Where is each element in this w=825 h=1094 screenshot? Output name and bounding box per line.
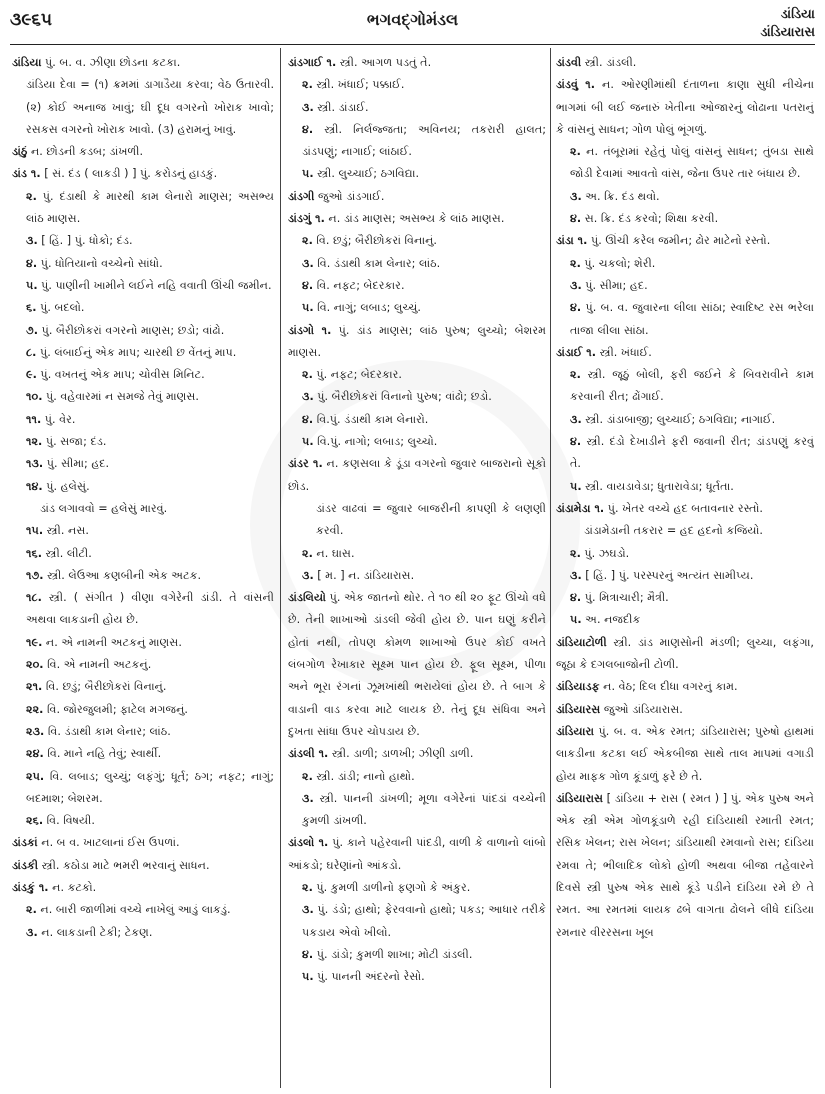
- entry-definition: પું. એક જાતનો થોર. તે ૧૦ થી ૨૦ ફૂટ ઊંચો વધે છે. તેની શાખાઓ ડાંડલી જેવી હોય છે. પાન ઘણું કરીને હોતાં નથી, તોપણ કોમળ શાખાઓ ઉપર કોઈ વખતે લંબગોળ રેખાકાર સૂક્ષ્મ પાન હોય છે. ફૂલ સૂક્ષ્મ, પીળા અને ભૂરા રંગનાં ઝૂમખાંથી ભરાયેલાં હોય છે. તે બાગ કે વાડાની વાડ કરવા માટે લાયક છે. તેનું દૂધ સંધિવા અને દુખતા સાંધા ઉપર ચોપડાય છે.: [288, 591, 546, 738]
- idiom-line: [12, 498, 274, 520]
- entry-sense: [12, 922, 274, 944]
- entry-definition: ન. છોડની કડબ; ડાંખળી.: [27, 145, 143, 159]
- entry-definition: પું. ડંડો; હાથો; ફેરવવાનો હાથો; પકડ; આધાર તરીકે પકડાય એવો ખીલો.: [302, 903, 546, 939]
- entry-definition: પું. બૈરીછોકરાં વિનાનો પુરુષ; વાંઢો; છડો.: [313, 390, 492, 404]
- entry-headword: ૫.: [302, 435, 314, 449]
- entry-sense: [12, 632, 274, 654]
- entry-definition: વિ. ડંડાથી કામ લેનાર; લાંઠ.: [44, 724, 171, 738]
- entry-definition: ન. વેઠ; દિલ દીધા વગરનું કામ.: [599, 680, 738, 694]
- entry-sense: [288, 386, 546, 408]
- entry-definition: સ્ત્રી. પાનની ડાંખળી; મૂળા વગેરેનાં પાંદડાં વચ્ચેની કુમળી ડાંખળી.: [302, 791, 546, 828]
- entry-sense: [288, 97, 546, 119]
- entry-definition: સ્ત્રી. નિર્લજ્જતા; અવિનય; તકરારી હાલત; ડાંડપણું; નાગાઈ; લાંઠાઈ.: [302, 122, 546, 159]
- entry-definition: સ્ત્રી. ડાળી; ડાળખી; ઝીણી ડાળી.: [328, 747, 474, 761]
- entry-headword: ડાંડા ૧.: [556, 234, 588, 248]
- entry-headword: ૨.: [302, 880, 313, 894]
- entry-sense: [12, 810, 274, 832]
- entry-definition: પું. ઝઘડો.: [580, 546, 630, 560]
- entry-headword: ૭.: [26, 323, 39, 337]
- entry-headword: ૪.: [302, 412, 314, 426]
- entry-definition: પું. ડાંડ માણસ; લાંઠ પુરુષ; લુચ્ચો; બેશરમ માણસ.: [288, 323, 546, 359]
- entry-headword: ૩.: [26, 925, 38, 939]
- entry-definition: સ. ક્રિ. દંડ કરવો; શિક્ષા કરવી.: [581, 212, 719, 226]
- entry-definition: સ્ત્રી. કઠોડા માટે ભમરી ભરવાનું સાધન.: [38, 858, 210, 872]
- dictionary-entry: [556, 699, 814, 721]
- entry-headword: ડાંડિયાટોળી: [556, 635, 607, 649]
- entry-headword: ૨.: [26, 903, 37, 917]
- column-3: [556, 52, 814, 1087]
- entry-definition: સ્ત્રી. ડાંડલી.: [581, 56, 637, 69]
- entry-headword: ૨.: [570, 145, 581, 159]
- entry-headword: ૧૭.: [26, 568, 44, 582]
- entry-headword: ૩.: [570, 412, 582, 426]
- entry-headword: ડાંડકાં: [12, 836, 38, 850]
- entry-sense: [288, 74, 546, 96]
- entry-definition: સ્ત્રી. ખંધાઈ; પક્કાઈ.: [312, 78, 405, 92]
- entry-sense: [12, 476, 274, 498]
- entry-definition: વિ. વિષયી.: [43, 814, 95, 828]
- entry-headword: ૪.: [570, 212, 582, 226]
- entry-headword: ૫.: [302, 167, 314, 181]
- entry-sense: [12, 721, 274, 743]
- entry-headword: ૪.: [570, 435, 582, 449]
- entry-sense: [12, 587, 274, 632]
- entry-headword: ડાંડામેડા ૧.: [556, 501, 605, 515]
- entry-definition: વિ.પું. નાગો; લબાડ; લુચ્ચો.: [313, 435, 438, 449]
- entry-headword: ૪.: [26, 256, 38, 270]
- entry-headword: ૩.: [302, 568, 314, 582]
- entry-definition: પું. સીમા; હદ.: [43, 457, 110, 471]
- entry-headword: ૫.: [302, 970, 314, 984]
- entry-definition: ન. કણસલા કે ડૂંડા વગરનો જુવાર બાજરાનો સૂકો છોડ.: [288, 457, 546, 493]
- entry-sense: [556, 141, 814, 186]
- entry-definition: વિ.પું. ડંડાથી કામ લેનારો.: [313, 412, 429, 426]
- dictionary-entry: [556, 342, 814, 364]
- entry-sense: [12, 253, 274, 275]
- entry-definition: પું. ખેતર વચ્ચે હદ બતાવનાર રસ્તો.: [604, 501, 763, 515]
- entry-headword: ૨.: [302, 78, 313, 92]
- entry-headword: ૩.: [26, 234, 38, 248]
- entry-sense: [12, 899, 274, 921]
- entry-definition: વિ. જોરજુલમી; ફાટેલ મગજનું.: [43, 702, 188, 716]
- page-number: ૩૯૬૫: [10, 10, 53, 30]
- entry-headword: ૨.: [302, 234, 313, 248]
- entry-definition: ન. ઘાસ.: [312, 546, 355, 560]
- entry-headword: ૨૧.: [26, 680, 43, 694]
- guide-word-first: ડાંડિયા: [780, 7, 815, 22]
- entry-headword: ૨.: [302, 368, 313, 382]
- entry-sense: [12, 409, 274, 431]
- entry-headword: ૫.: [570, 613, 582, 627]
- entry-headword: ૧૨.: [26, 435, 43, 449]
- entry-sense: [556, 609, 814, 631]
- entry-definition: વિ. છડું; બૈરીછોકરાં વિનાનું.: [42, 680, 167, 694]
- entry-definition: પું. મિત્રાચારી; મૈત્રી.: [581, 591, 669, 605]
- entry-headword: ડાંડિયારસ: [556, 702, 601, 716]
- entry-definition: સ્ત્રી. લેઉઆ કણબીની એક અટક.: [43, 568, 202, 582]
- entry-definition: સ્ત્રી. આગળ પડતું તે.: [336, 56, 432, 69]
- entry-definition: [ સં. દંડ ( લાકડી ) ] પું. કરોડનું હાડકું.: [40, 167, 218, 181]
- entry-sense: [288, 788, 546, 833]
- entry-definition: પું. ધોતિયાનો વચ્ચેનો સાંધો.: [37, 256, 163, 270]
- dictionary-entry: [556, 721, 814, 788]
- entry-sense: [12, 74, 274, 141]
- entry-definition: વિ. છડું; બૈરીછોકરાં વિનાનું.: [312, 234, 437, 248]
- entry-definition: પું. બ. વ. એક રમત; ડાંડિયારાસ; પુરુષો હાથમાં લાકડીના કટકા લઈ એકબીજા સાથે તાલ માપમાં વગાડી હોય માફક ગોળ કૂંડાળું ફરે છે તે.: [556, 724, 814, 783]
- entry-definition: પું. બ. વ. ઝીણા છોડના કટકા.: [41, 56, 181, 69]
- entry-sense: [12, 676, 274, 698]
- entry-sense: [12, 186, 274, 231]
- entry-headword: ૮.: [26, 345, 37, 359]
- entry-definition: પું. દંડાથી કે મારથી કામ લેનારો માણસ; અસભ્ય લાંઠ માણસ.: [26, 189, 274, 226]
- entry-headword: ૪.: [570, 301, 582, 315]
- entry-definition: પું. નફટ; બેદરકાર.: [312, 368, 402, 382]
- entry-definition: સ્ત્રી. ડાંડ માણસોની મંડળી; લુચ્ચા, લફંગા, જૂઠા કે દગલબાજોની ટોળી.: [556, 635, 814, 672]
- entry-headword: ડાંડકી: [12, 858, 39, 872]
- entry-definition: સ્ત્રી. જૂઠું બોલી, ફરી જઈને કે બિવરાવીને કામ કરવાની રીત; ઢોંગાઈ.: [570, 368, 814, 404]
- entry-definition: ન. ડાંડ માણસ; અસભ્ય કે લાંઠ માણસ.: [324, 212, 505, 226]
- entry-headword: ૧૫.: [26, 524, 44, 538]
- entry-definition: ન. એ નામની અટકનું માણસ.: [42, 635, 182, 649]
- entry-headword: ૨૪.: [26, 747, 44, 761]
- column-1: [12, 52, 274, 1087]
- entry-headword: ૨.: [570, 546, 581, 560]
- entry-sense: [288, 253, 546, 275]
- entry-headword: ડાંડિયારાસ: [556, 791, 604, 805]
- entry-definition: [ ડાંડિયા + રાસ ( રમત ) ] પું. એક પુરુષ અને એક સ્ત્રી એમ ગોળકૂંડાળે રહી દાંડિયાથી રમાતી રમત; રસિક ખેલન; રાસ ખેલન; ડાંડિયાથી રમવાનો રાસ; દાંડિયા રમવા તે; ભીલાદિક લોકો હોળી અથવા બીજા તહેવારને દિવસે સ્ત્રી પુરુષ એક સાથે કૂંડે પડીને દાંડિયા રમે છે તે રમત. આ રમતમાં લાયક ઢબે વાગતા ઢોલને લીધે દાંડિયા રમનાર વીરરસના ખૂબ: [556, 791, 814, 939]
- entry-sense: [12, 230, 274, 252]
- column-2: [288, 52, 546, 1087]
- dictionary-entry: [288, 832, 546, 877]
- entry-definition: પું. વખતનું એક માપ; ચોવીસ મિનિટ.: [36, 368, 205, 382]
- entry-headword: ડાંઠું: [12, 145, 28, 159]
- entry-sense: [288, 766, 546, 788]
- entry-sense: [12, 431, 274, 453]
- entry-definition: પું. બદલો.: [36, 301, 85, 315]
- entry-headword: ડાંડાઈ ૧.: [556, 345, 597, 359]
- entry-sense: [12, 766, 274, 811]
- entry-definition: [ હિં. ] પું. પરસ્પરનું અત્યંત સામીપ્ય.: [581, 568, 754, 582]
- entry-definition: જુઓ ડાંડિયારાસ.: [600, 702, 683, 716]
- entry-definition: પું. બ. વ. જુવારના લીલા સાંઠા; સ્વાદિષ્ટ રસ ભરેલા તાજા લીલા સાંઠા.: [570, 301, 814, 337]
- entry-sense: [556, 364, 814, 409]
- entry-headword: ૧૪.: [26, 479, 43, 493]
- entry-definition: સ્ત્રી. ડાંડી; નાનો હાથો.: [312, 769, 415, 783]
- entry-headword: ૨.: [570, 256, 581, 270]
- entry-headword: ડાંડગું ૧.: [288, 212, 325, 226]
- entry-sense: [12, 342, 274, 364]
- dictionary-entry: [12, 832, 274, 854]
- entry-definition: વિ. નફટ; બેદરકાર.: [313, 278, 405, 292]
- entry-headword: ડાંડવું ૧.: [556, 78, 596, 92]
- entry-sense: [556, 543, 814, 565]
- entry-definition: ન. ઓરણીમાંથી દંતાળના કાણા સુધી નીચેના ભાગમાં બી લઈ જનારું ખેતીના ઓજારનું લોઢાના પતરાનું કે વાંસનું સાધન; ગોળ પોલું ભૂંગળું.: [556, 78, 814, 136]
- entry-headword: ૩.: [570, 568, 582, 582]
- header-rule: [10, 44, 815, 45]
- entry-headword: ૩.: [302, 256, 314, 270]
- entry-headword: ૨૫.: [26, 769, 45, 783]
- entry-headword: ૪.: [302, 122, 314, 136]
- entry-headword: ૨૦.: [26, 658, 44, 672]
- entry-headword: ૩.: [570, 189, 582, 203]
- entry-headword: ૬.: [26, 301, 37, 315]
- entry-headword: ૫.: [302, 301, 314, 315]
- entry-headword: ૨૬.: [26, 814, 44, 828]
- dictionary-entry: [556, 52, 814, 74]
- entry-sense: [12, 654, 274, 676]
- entry-headword: ૫.: [570, 479, 582, 493]
- entry-definition: પું. બૈરીછોકરાં વગરનો માણસ; છડો; વાંઢો.: [38, 323, 225, 337]
- dictionary-entry: [288, 208, 546, 230]
- entry-sense: [556, 431, 814, 476]
- dictionary-entry: [288, 587, 546, 743]
- entry-definition: [ મ. ] ન. ડાંડિયારાસ.: [313, 568, 415, 582]
- entry-headword: ડાંડલી ૧.: [288, 747, 329, 761]
- entry-definition: ડાંડર વાઢવાં = જુવાર બાજરીની કાપણી કે લણણી કરવી.: [316, 501, 546, 538]
- column-divider: [550, 48, 551, 1088]
- entry-definition: પું. સજા; દંડ.: [42, 435, 107, 449]
- entry-sense: [288, 877, 546, 899]
- dictionary-entry: [12, 52, 274, 74]
- entry-sense: [288, 431, 546, 453]
- dictionary-entry: [556, 676, 814, 698]
- dictionary-entry: [556, 632, 814, 677]
- entry-definition: સ્ત્રી. દંડો દેખાડીને ફરી જવાની રીત; ડાંડપણું કરવું તે.: [570, 435, 814, 471]
- entry-headword: ડાંડકું ૧.: [12, 880, 49, 894]
- entry-definition: અ. ક્રિ. દંડ થવો.: [581, 189, 660, 203]
- dictionary-entry: [12, 877, 274, 899]
- entry-definition: સ્ત્રી. લીટી.: [42, 546, 92, 560]
- entry-definition: પું. ડાંડો; કુમળી શાખા; મોટી ડાંડલી.: [313, 947, 473, 961]
- dictionary-entry: [12, 163, 274, 185]
- entry-definition: વિ. નાગું; લબાડ; લુચ્ચું.: [313, 301, 421, 315]
- entry-sense: [12, 743, 274, 765]
- entry-headword: ૧૦.: [26, 390, 43, 404]
- entry-headword: ડાંડગો ૧.: [288, 323, 332, 337]
- entry-headword: ડાંડલો ૧.: [288, 836, 329, 850]
- entry-definition: પું. કાને પહેરવાની પાંદડી, વાળી કે વાળાનો લાંબો આંકડો; ઘરેણાંનો આંકડો.: [288, 836, 546, 872]
- entry-sense: [556, 476, 814, 498]
- entry-definition: પું. ઊંચી કરેલ જમીન; ઢોર માટેનો રસ્તો.: [587, 234, 771, 248]
- dictionary-entry: [12, 141, 274, 163]
- entry-headword: ડાંડિયા: [12, 56, 42, 69]
- dictionary-entry: [12, 855, 274, 877]
- entry-definition: પું. હલેસું.: [42, 479, 90, 493]
- entry-sense: [556, 186, 814, 208]
- entry-definition: વિ. લબાડ; લુચ્ચું; લફંગું; ધૂર્ત; ઠગ; નફટ; નાગું; બદમાશ; બેશરમ.: [26, 769, 274, 805]
- entry-sense: [288, 275, 546, 297]
- entry-definition: ડાંડામેડાની તકરાર = હદ હદનો કજિયો.: [584, 524, 763, 538]
- dictionary-entry: [556, 230, 814, 252]
- entry-headword: ૪.: [302, 947, 314, 961]
- dictionary-entry: [556, 788, 814, 944]
- entry-definition: વિ. માને નહિ તેવું; સ્વાર્થી.: [43, 747, 162, 761]
- entry-sense: [288, 899, 546, 944]
- entry-headword: ડાંડગી: [288, 189, 315, 203]
- entry-sense: [556, 409, 814, 431]
- entry-definition: પું. લંબાઈનું એક માપ; ચારથી છ વેંતનું માપ.: [36, 345, 237, 359]
- dictionary-entry: [288, 320, 546, 365]
- entry-sense: [556, 587, 814, 609]
- entry-headword: ડાંડલિયો: [288, 591, 326, 605]
- entry-sense: [556, 208, 814, 230]
- entry-sense: [288, 119, 546, 164]
- entry-headword: ૧૧.: [26, 412, 42, 426]
- entry-definition: સ્ત્રી. લુચ્ચાઈ; ઠગવિદ્યા.: [313, 167, 420, 181]
- entry-sense: [12, 543, 274, 565]
- dictionary-entry: [288, 186, 546, 208]
- entry-headword: ૯.: [26, 368, 37, 382]
- entry-definition: પું. વેર.: [41, 412, 76, 426]
- entry-definition: પું. વહેવારમાં ન સમજે તેવું માણસ.: [42, 390, 199, 404]
- entry-sense: [288, 163, 546, 185]
- entry-definition: પું. કુમળી ડાળીનો ફણગો કે અંકુર.: [312, 880, 471, 894]
- idiom-line: [556, 520, 814, 542]
- entry-sense: [556, 565, 814, 587]
- dictionary-entry: [288, 453, 546, 498]
- entry-sense: [12, 386, 274, 408]
- entry-definition: સ્ત્રી. ( સંગીત ) વીણા વગેરેની ડાંડી. તે વાંસની અથવા લાકડાની હોય છે.: [26, 591, 274, 627]
- entry-definition: ડાંડિયા દેવા = (૧) ક્રમમાં ડાગાડૈયા કરવા; વેઠ ઉતારવી. (૨) કોઈ અનાજ ખાવું; ઘી દૂધ વગરનો ખોરાક ખાવો; રસકસ વગરનો ખોરાક ખાવો. (૩) હરામનું ખાવું.: [26, 78, 274, 136]
- entry-headword: ૩.: [302, 791, 314, 805]
- entry-definition: સ્ત્રી. ડાંડાબાજી; લુચ્ચાઈ; ઠગવિદ્યા; નાગાઈ.: [581, 412, 776, 426]
- entry-definition: જુઓ ડાંડગાઈ.: [314, 189, 385, 203]
- entry-headword: ૨૩.: [26, 724, 45, 738]
- entry-definition: ન. બ વ. ખાટલાનાં ઈસ ઉપળાં.: [37, 836, 180, 850]
- entry-definition: સ્ત્રી. ખંધાઈ.: [596, 345, 652, 359]
- entry-headword: ૨.: [302, 769, 313, 783]
- entry-definition: પું. પાનની અંદરનો રેસો.: [313, 970, 425, 984]
- entry-headword: ૪.: [570, 591, 582, 605]
- entry-headword: ૩.: [302, 390, 314, 404]
- entry-sense: [12, 520, 274, 542]
- entry-sense: [12, 297, 274, 319]
- entry-headword: ડાંડ ૧.: [12, 167, 41, 181]
- entry-definition: સ્ત્રી. નસ.: [43, 524, 89, 538]
- entry-sense: [288, 944, 546, 966]
- entry-sense: [12, 320, 274, 342]
- entry-headword: ૩.: [302, 903, 314, 917]
- entry-definition: સ્ત્રી. વાયડાવેડા; ધુતારાવેડા; ધૂર્તતા.: [581, 479, 734, 493]
- entry-headword: ૪.: [302, 278, 314, 292]
- entry-definition: અ. નજદીક: [581, 613, 641, 627]
- page-header: [10, 6, 815, 46]
- entry-sense: [12, 565, 274, 587]
- entry-headword: ૫.: [26, 278, 38, 292]
- entry-headword: ડાંડર ૧.: [288, 457, 323, 471]
- entry-headword: ડાંડગાઈ ૧.: [288, 56, 337, 69]
- entry-sense: [556, 297, 814, 342]
- guide-words: [760, 6, 815, 42]
- entry-definition: વિ. એ નામની અટકનું.: [43, 658, 152, 672]
- guide-word-last: ડાંડિયારાસ: [760, 25, 815, 40]
- entry-headword: ૩.: [570, 278, 582, 292]
- entry-definition: ન. તંબૂરામાં રહેતું પોલું વાંસનું સાધન; તુંબડા સાથે જોડી દેવામાં આવતો વાંસ, જેના ઉપર તાર બંધાય છે.: [570, 145, 814, 181]
- entry-sense: [288, 966, 546, 988]
- idiom-line: [288, 498, 546, 543]
- entry-definition: [ હિં. ] પું. ધોકો; દંડ.: [37, 234, 133, 248]
- page-title: ભગવદ્ગોમંડલ: [366, 10, 459, 29]
- entry-headword: ૨.: [302, 546, 313, 560]
- entry-definition: પું. પાણીની ખામીને લઈને નહિ વવાતી ઊંચી જમીન.: [37, 278, 272, 292]
- entry-sense: [12, 453, 274, 475]
- dictionary-entry: [288, 52, 546, 74]
- entry-headword: ૧૬.: [26, 546, 42, 560]
- dictionary-entry: [556, 498, 814, 520]
- dictionary-entry: [556, 74, 814, 141]
- entry-sense: [556, 275, 814, 297]
- entry-sense: [288, 409, 546, 431]
- entry-headword: ૩.: [302, 100, 314, 114]
- entry-definition: વિ. ડંડાથી કામ લેનાર; લાંઠ.: [313, 256, 441, 270]
- entry-sense: [12, 364, 274, 386]
- entry-sense: [288, 543, 546, 565]
- entry-headword: ૨.: [570, 368, 581, 382]
- entry-headword: ડાંડવી: [556, 56, 582, 69]
- entry-definition: ન. લાકડાની ટેકી; ટેકણ.: [37, 925, 153, 939]
- entry-sense: [556, 253, 814, 275]
- entry-definition: પું. ચકલો; શેરી.: [580, 256, 656, 270]
- entry-sense: [288, 230, 546, 252]
- entry-sense: [288, 364, 546, 386]
- entry-sense: [288, 297, 546, 319]
- entry-definition: ન. કટકો.: [48, 880, 97, 894]
- entry-sense: [288, 565, 546, 587]
- entry-headword: ૨૨.: [26, 702, 44, 716]
- entry-sense: [12, 699, 274, 721]
- dictionary-entry: [288, 743, 546, 765]
- entry-headword: ૨.: [26, 189, 37, 203]
- entry-sense: [12, 275, 274, 297]
- entry-headword: ૧૮.: [26, 591, 42, 605]
- entry-headword: ૧૯.: [26, 635, 43, 649]
- entry-definition: સ્ત્રી. ડાંડાઈ.: [313, 100, 369, 114]
- entry-definition: પું. સીમા; હદ.: [581, 278, 648, 292]
- entry-definition: ન. બારી જાળીમાં વચ્ચે નાખેલું આડું લાકડું.: [36, 903, 231, 917]
- entry-headword: ૧૩.: [26, 457, 44, 471]
- entry-headword: ડાંડિયારા: [556, 724, 594, 738]
- column-divider: [280, 48, 281, 1088]
- entry-definition: ડાંડ લગાવવો = હલેસું મારવું.: [40, 501, 168, 515]
- entry-headword: ડાંડિયાડફ: [556, 680, 600, 694]
